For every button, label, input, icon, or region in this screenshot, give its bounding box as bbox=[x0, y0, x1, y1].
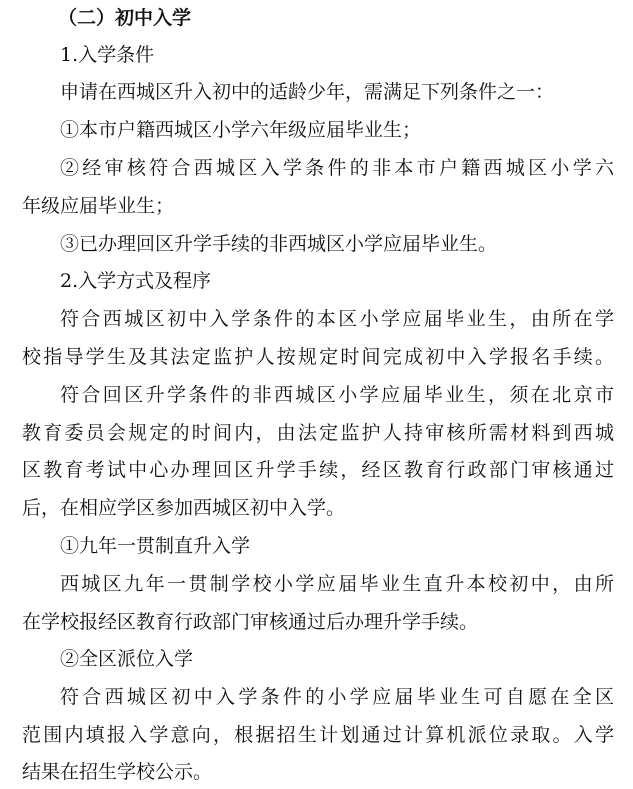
procedure-para-2-line-4: 后，在相应学区参加西城区初中入学。 bbox=[22, 497, 346, 519]
subsection-title-conditions: 1.入学条件 bbox=[60, 44, 155, 66]
way-1-line-2: 在学校报经区教育行政部门审核通过后办理升学手续。 bbox=[22, 611, 479, 633]
condition-item-2-line-2: 年级应届毕业生； bbox=[22, 195, 175, 217]
way-2-line-2: 范围内填报入学意向，根据招生计划通过计算机派位录取。入学 bbox=[22, 724, 614, 746]
procedure-para-2-line-3: 区教育考试中心办理回区升学手续，经区教育行政部门审核通过 bbox=[22, 459, 614, 481]
conditions-intro: 申请在西城区升入初中的适龄少年，需满足下列条件之一： bbox=[60, 81, 555, 103]
procedure-para-1-line-1: 符合西城区初中入学条件的本区小学应届毕业生，由所在学 bbox=[60, 308, 614, 330]
procedure-para-2-line-1: 符合回区升学条件的非西城区小学应届毕业生，须在北京市 bbox=[60, 384, 614, 406]
way-2-line-1: 符合西城区初中入学条件的小学应届毕业生可自愿在全区 bbox=[60, 686, 614, 708]
procedure-para-2-line-2: 教育委员会规定的时间内，由法定监护人持审核所需材料到西城 bbox=[22, 422, 614, 444]
way-1-line-1: 西城区九年一贯制学校小学应届毕业生直升本校初中，由所 bbox=[60, 573, 614, 595]
procedure-para-1-line-2: 校指导学生及其法定监护人按规定时间完成初中入学报名手续。 bbox=[22, 346, 614, 368]
subsection-title-procedure: 2.入学方式及程序 bbox=[60, 270, 212, 292]
way-2-line-3: 结果在招生学校公示。 bbox=[22, 761, 213, 783]
section-heading: （二）初中入学 bbox=[58, 7, 192, 29]
condition-item-1: ①本市户籍西城区小学六年级应届毕业生； bbox=[60, 119, 422, 141]
condition-item-3: ③已办理回区升学手续的非西城区小学应届毕业生。 bbox=[60, 233, 498, 255]
way-2-title: ②全区派位入学 bbox=[60, 648, 194, 670]
condition-item-2-line-1: ②经审核符合西城区入学条件的非本市户籍西城区小学六 bbox=[60, 157, 614, 179]
way-1-title: ①九年一贯制直升入学 bbox=[60, 535, 251, 557]
